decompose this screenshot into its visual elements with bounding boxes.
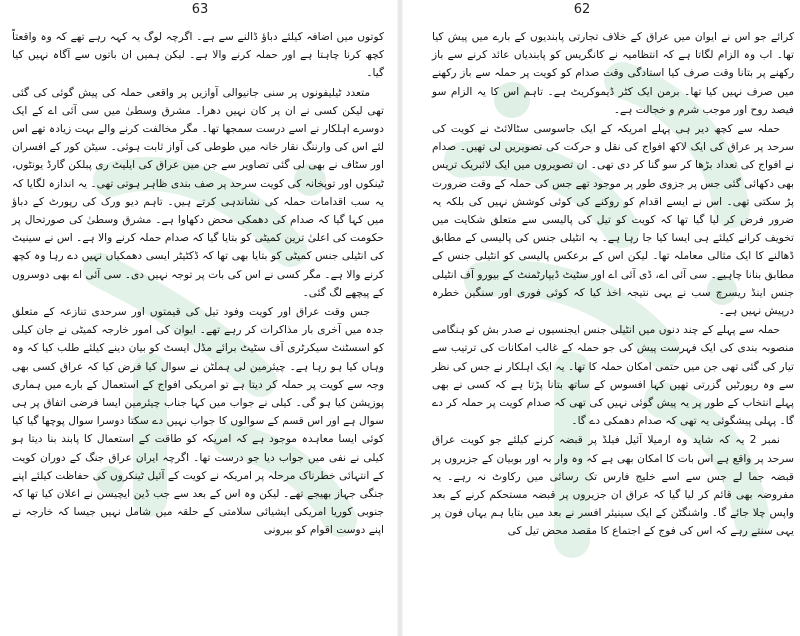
paragraph: متعدد ٹیلیفونوں پر سنی جانیوالی آوازیں پر واقعی حملہ کی پیش گوئی کی گئی تھی لیکن کسی نے ان پر کان نہیں دھرا۔ مشرق وسطیٰ میں سی آئی اے کے ایک دوسرے اہلکار نے اسے درست سمجھا تھا۔ مگر مخالفت کرنے والے بہت زیادہ تھے اس لئے اس کی وارننگ نقار خانہ میں طوطی کی آواز ثابت ہوئی۔ سیٹن کور کے افسران اور سٹاف نے بھی لی گئی تصاویر سے جن میں عراق کی ایلیٹ ری پبلکن گارڈ یونٹوں، ٹینکوں اور توپخانہ کی کویت سرحد پر صف بندی ظاہر ہوتی تھی۔ یہ اندازہ لگایا کہ یہ سب اقدامات حملہ کی نشاندہی کرتے ہیں۔ تاہم دیو ورک کی رپورٹ کے دباؤ میں کہا گیا کہ صدام کی دھمکی محض دکھاوا ہے۔ مشرق وسطیٰ کی صورتحال پر حکومت کی اعلیٰ ترین کمیٹی کو بتایا گیا کہ صدام حملہ کرنے والا ہے۔ اس نے سینیٹ کی انٹیلی جنس کمیٹی کو بتایا بھی تھا کہ ڈکٹیٹر ایسی دھمکیاں نہیں دے رہا وہ کچھ کرنے والا ہے۔ مگر کسی نے اس کی بات پر توجہ نہیں دی۔ سی آئی اے بھی دوسروں کے پیچھے لگ گئی۔ [12,86,384,299]
paragraph: حملہ سے کچھ دیر ہی پہلے امریکہ کے ایک جاسوسی سٹالائٹ نے کویت کی سرحد پر عراق کی ایک لاکھ افواج کی نقل و حرکت کی تصویریں لی تھیں۔ صدام نے افواج کی تعداد بڑھا کر سو گنا کر دی تھی۔ ان تصویروں میں ایک لائبریک تریس بھی دکھائی گئی جس پر جزوی طور پر موجود تھے جس کی حملہ کے وقت ضرورت پڑ سکتی تھی۔ اس نے ایسے اقدام کو روکنے کی کوئی کوشش نہیں کی بلکہ یہ ضرور فرض کر لیا گیا تھا کہ کویت کو تیل کی پالیسی سے متعلق شکایت میں تخویف کرانے کیلئے ہی ایسا کیا جا رہا ہے۔ یہ انٹیلی جنس کی پالیسی کے مطابق ڈھالنے کا ایک مثالی معاملہ تھا۔ لیکن اس کے برعکس پالیسی کو انٹیلی جنس کے مطابق بنانا چاہیے۔ سی آئی اے، ڈی آئی اے اور سٹیٹ ڈیپارٹمنٹ کے بیورو آف انٹیلی جنس اینڈ ریسرچ سب نے یہی نتیجہ اخذ کیا کہ کوئی فوری اور سنگین خطرہ درپیش نہیں ہے۔ [432,123,794,318]
page-text-left [12,28,384,540]
paragraph: نمبر 2 یہ کہ شاید وہ ارمیلا آئیل فیلڈ پر قبضہ کرنے کیلئے جو کویت عراق سرحد پر واقع ہے اس بات کا امکان بھی ہے کہ وہ وار بہ اور بوبیان کے جزیروں پر قبضہ جما لے جس سے اسے خلیج فارس تک رسائی میں رکاوٹ نہ رہے۔ یہ مفروضہ بھی قائم کر لیا گیا کہ عراق ان جزیروں پر قبضہ مستحکم کرنے کے بعد واپس چلا جائے گا۔ واشنگٹن کے ایک سینیئر افسر نے بعد میں بتایا ہم یہاں فون پر یہی سنتے رہے کہ اس کی فوج کے اجتماع کا مقصد محض تیل کی [432,434,794,538]
page-number: 62 [573,2,591,17]
right-page [402,0,800,636]
paragraph: حملہ سے پہلے کے چند دنوں میں انٹیلی جنس ایجنسیوں نے صدر بش کو ہنگامی منصوبہ بندی کی ایک فہرست پیش کی جو حملہ کے غالب امکانات کی ترتیب سے تیار کی گئی تھی جن میں حتمی امکان حملہ کا تھا۔ یہ ایک اہلکار نے جس کی نظر سے وہ رپورٹیں گزرتی تھیں کہا افسوس کے ساتھ بتانا پڑتا ہے کہ کسی نے بھی پہلے انتخاب کے طور پر یہ پیش گوئی نہیں کی تھی کہ صدام کویت پر حملہ کر دے گا۔ پہلی پیشگوئی یہ تھی کہ صدام دھمکی دے گا۔ [432,324,794,428]
paragraph: کوتوں میں اضافہ کیلئے دباؤ ڈالنے سے ہے۔ اگرچہ لوگ یہ کہہ رہے تھے کہ وہ واقعتاً کچھ کرنا چاہتا ہے اور حملہ کرنے والا ہے۔ لیکن ہمیں ان باتوں سے آگاہ نہیں کیا گیا۔ [12,31,384,80]
page-number: 63 [191,2,209,17]
page-text-right [432,28,794,541]
left-page [0,0,398,636]
paragraph: جس وقت عراق اور کویت وفود تیل کی قیمتوں اور سرحدی تنازعہ کے متعلق جدہ میں آخری بار مذاکرات کر رہے تھے۔ ایوان کی امور خارجہ کمیٹی نے جان کیلی کو اسسٹنٹ سیکرٹری آف سٹیٹ برائے مڈل ایسٹ کو بیان دینے کیلئے طلب کیا کہ وہ وہاں کیا ہو رہا ہے۔ چیئرمین لی ہملٹن نے سوال کیا فرض کیا کہ عراق کسی بھی وجہ سے کویت پر حملہ کر دیتا ہے تو امریکی افواج کے استعمال کے بارے میں ہماری پوزیشن کیا ہو گی۔ کیلی نے جواب میں کہا جناب چیئرمین ایسا فرضی اتفاق پر ہی سوال ہے اور اس قسم کے سوالوں کا جواب نہیں دے سکتا دوسرا سوال پوچھا گیا کیا کوئی ایسا معاہدہ موجود ہے کہ امریکہ کو طاقت کے استعمال کا پابند بنا دیتا ہو کیلی نے نفی میں جواب دیا جو درست تھا۔ اگرچہ ایران عراق جنگ کے دوران کویت کے انتہائی خطرناک مرحلہ پر امریکہ نے کویت کے آئیل ٹینکروں کی حفاظت کیلئے اپنے جنگی جہاز بھیجے تھے۔ لیکن وہ اس کے بعد سے جب ڈین ایچیسن نے اعلان کیا تھا کہ جنوبی کوریا امریکی ایشیائی سلامتی کے حلقہ میں شامل نہیں جیسا کہ خارجہ نے اپنے دوست اقوام کو بیرونی [12,306,384,537]
paragraph: کرائے جو اس نے ایوان میں عراق کے خلاف تجارتی پابندیوں کے بارے میں پیش کیا تھا۔ اب وہ الزام لگاتا ہے کہ انتظامیہ نے کانگریس کو پابندیاں عائد کرنے سے باز رکھنے پر بتانا وقت صرف کیا استادگی وقت صدام کو کویت پر حملہ سے باز رکھنے میں صرف نہیں کیا تھا۔ برمن ایک کٹر ڈیموکریٹ ہے۔ تاہم اس کا یہ الزام سو فیصد روح اور موجب شرم و خجالت ہے۔ [432,31,794,116]
